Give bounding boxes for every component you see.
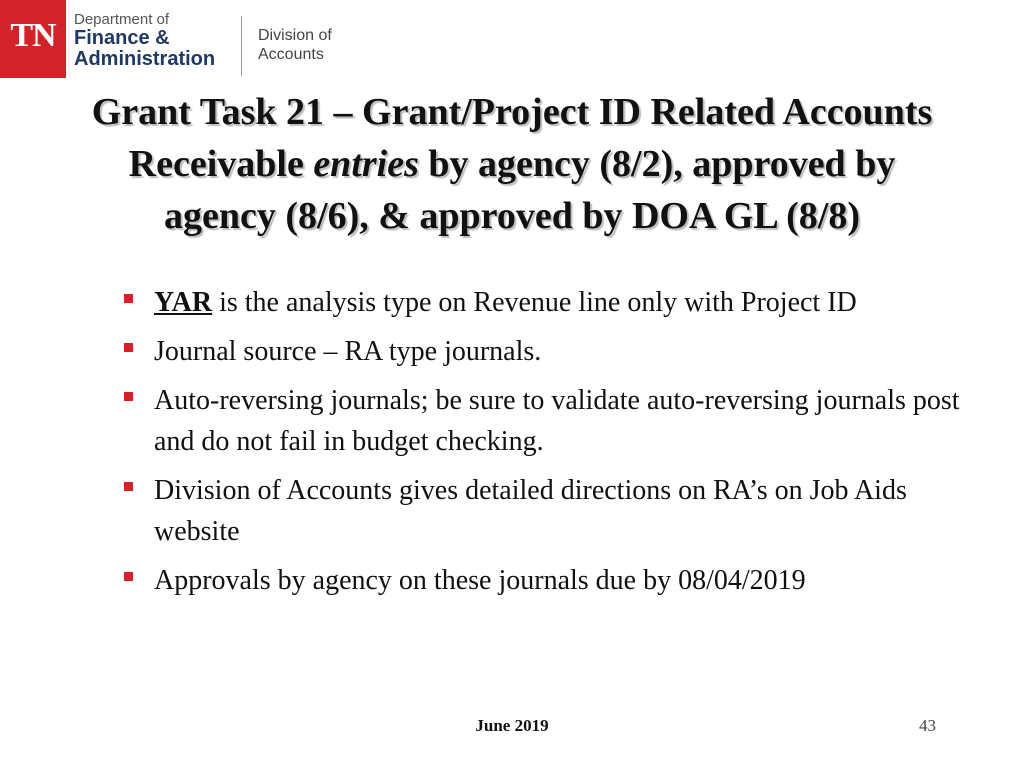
square-bullet-icon [124,482,133,491]
square-bullet-icon [124,343,133,352]
bullet-item [122,560,982,601]
dept-line-3: Administration [74,47,216,70]
page-number: 43 [919,716,936,735]
bullet-lead-term: YAR [154,287,213,318]
division-line-2: Accounts [258,46,324,64]
square-bullet-icon [124,572,133,581]
department-name [74,12,215,70]
logo-divider [241,16,242,76]
bullet-text: Auto-reversing journals; be sure to validate auto-reversing journals post and do not fail in budget checking. [154,385,960,457]
dept-line-2: Finance & [74,26,170,49]
bullet-text: Division of Accounts gives detailed directions on RA’s on Job Aids website [154,475,907,547]
bullet-text: is the analysis type on Revenue line only with Project ID [212,287,857,318]
bullet-item [122,380,982,462]
title-line-3: agency (8/6), & approved by DOA GL (8/8) [164,195,860,237]
header-logo [0,0,360,80]
square-bullet-icon [124,392,133,401]
title-line-2-pre: Receivable [128,143,314,185]
title-line-2-post: by agency (8/2), approved by [418,143,896,185]
bullet-item [122,470,982,552]
division-line-1: Division of [258,27,332,44]
square-bullet-icon [124,294,133,303]
dept-line-1: Department of [74,11,170,28]
title-line-2 [20,138,1004,190]
footer-date: June 2019 [475,716,549,735]
bullet-list [122,282,982,609]
tn-logo-badge: TN [0,0,66,78]
slide-title [20,86,1004,242]
bullet-text: Approvals by agency on these journals due by 08/04/2019 [154,565,806,596]
bullet-text: Journal source – RA type journals. [154,336,542,367]
title-line-1: Grant Task 21 – Grant/Project ID Related Accounts [91,91,933,133]
division-name [258,26,332,64]
bullet-item [122,331,982,372]
bullet-item [122,282,982,323]
title-line-2-emphasis: entries [313,143,419,185]
